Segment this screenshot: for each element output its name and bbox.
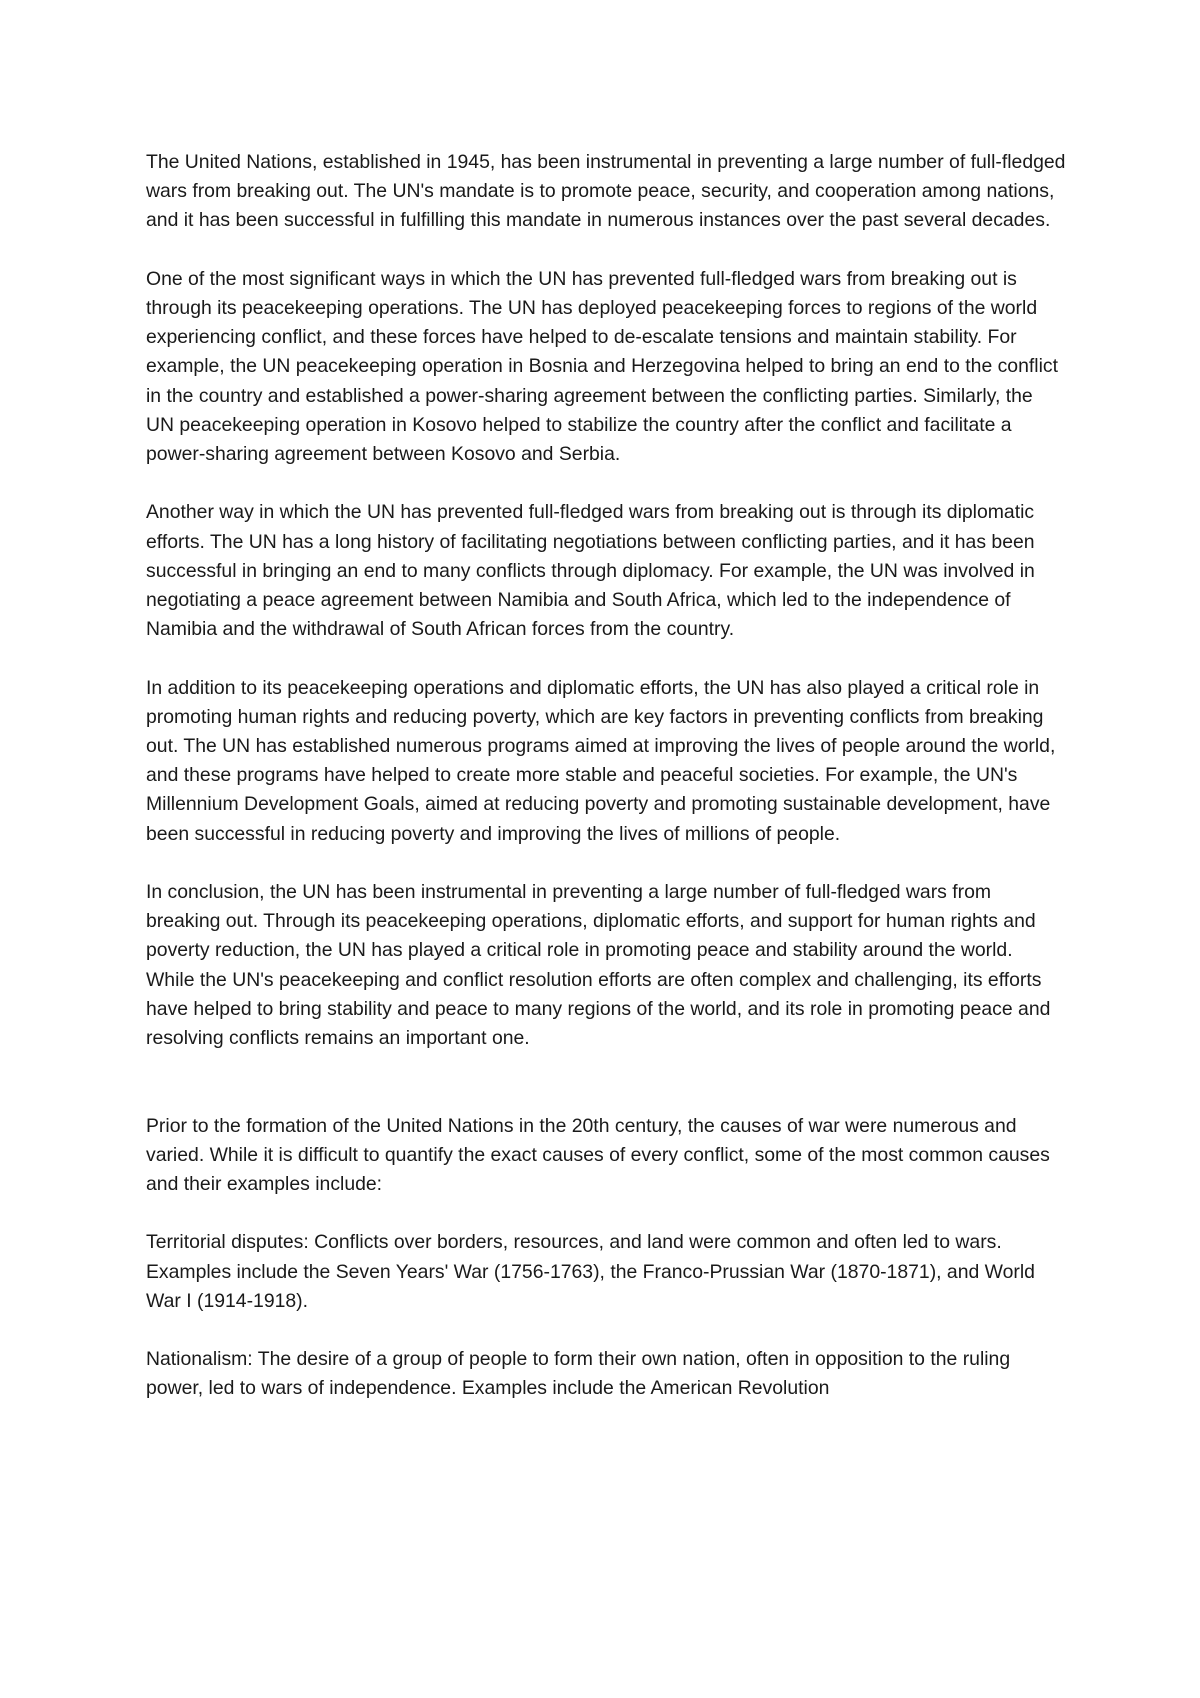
document-page (146, 148, 1066, 1433)
section-spacer (146, 1082, 1066, 1111)
paragraph-diplomatic-efforts: Another way in which the UN has prevented full-fledged wars from breaking out is through its diplomatic efforts. The UN has a long history of facilitating negotiations between conflicting parties, and it has been successful in bringing an end to many conflicts through diplomacy. For example, the UN was involved in negotiating a peace agreement between Namibia and South Africa, which led to the independence of Namibia and the withdrawal of South African forces from the country. (146, 501, 1035, 641)
paragraph-conclusion: In conclusion, the UN has been instrumental in preventing a large number of full-fledged wars from breaking out. Through its peacekeeping operations, diplomatic efforts, and support for human rights and poverty reduction, the UN has played a critical role in promoting peace and stability around the world. While the UN's peacekeeping and conflict resolution efforts are often complex and challenging, its efforts have helped to bring stability and peace to many regions of the world, and its role in promoting peace and resolving conflicts remains an important one. (146, 881, 1051, 1050)
paragraph-territorial-disputes: Territorial disputes: Conflicts over borders, resources, and land were common and often led to wars. Examples include the Seven Years' War (1756-1763), the Franco-Prussian War (1870-1871), and World War I (1914-1918). (146, 1231, 1035, 1312)
paragraph-human-rights: In addition to its peacekeeping operations and diplomatic efforts, the UN has also played a critical role in promoting human rights and reducing poverty, which are key factors in preventing conflicts from breaking out. The UN has established numerous programs aimed at improving the lives of people around the world, and these programs have helped to create more stable and peaceful societies. For example, the UN's Millennium Development Goals, aimed at reducing poverty and promoting sustainable development, have been successful in reducing poverty and improving the lives of millions of people. (146, 676, 1056, 845)
paragraph-peacekeeping: One of the most significant ways in which the UN has prevented full-fledged wars from breaking out is through its peacekeeping operations. The UN has deployed peacekeeping forces to regions of the world experiencing conflict, and these forces have helped to de-escalate tensions and maintain stability. For example, the UN peacekeeping operation in Bosnia and Herzegovina helped to bring an end to the conflict in the country and established a power-sharing agreement between the conflicting parties. Similarly, the UN peacekeeping operation in Kosovo helped to stabilize the country after the conflict and facilitate a power-sharing agreement between Kosovo and Serbia. (146, 267, 1058, 466)
paragraph-un-established: The United Nations, established in 1945, has been instrumental in preventing a large number of full-fledged wars from breaking out. The UN's mandate is to promote peace, security, and cooperation among nations, and it has been successful in fulfilling this mandate in numerous instances over the past several decades. (146, 151, 1066, 232)
paragraph-causes-intro: Prior to the formation of the United Nations in the 20th century, the causes of war were numerous and varied. While it is difficult to quantify the exact causes of every conflict, some of the most common causes and their examples include: (146, 1114, 1050, 1196)
paragraph-nationalism: Nationalism: The desire of a group of people to form their own nation, often in opposition to the ruling power, led to wars of independence. Examples include the American Revolution (146, 1348, 1011, 1400)
